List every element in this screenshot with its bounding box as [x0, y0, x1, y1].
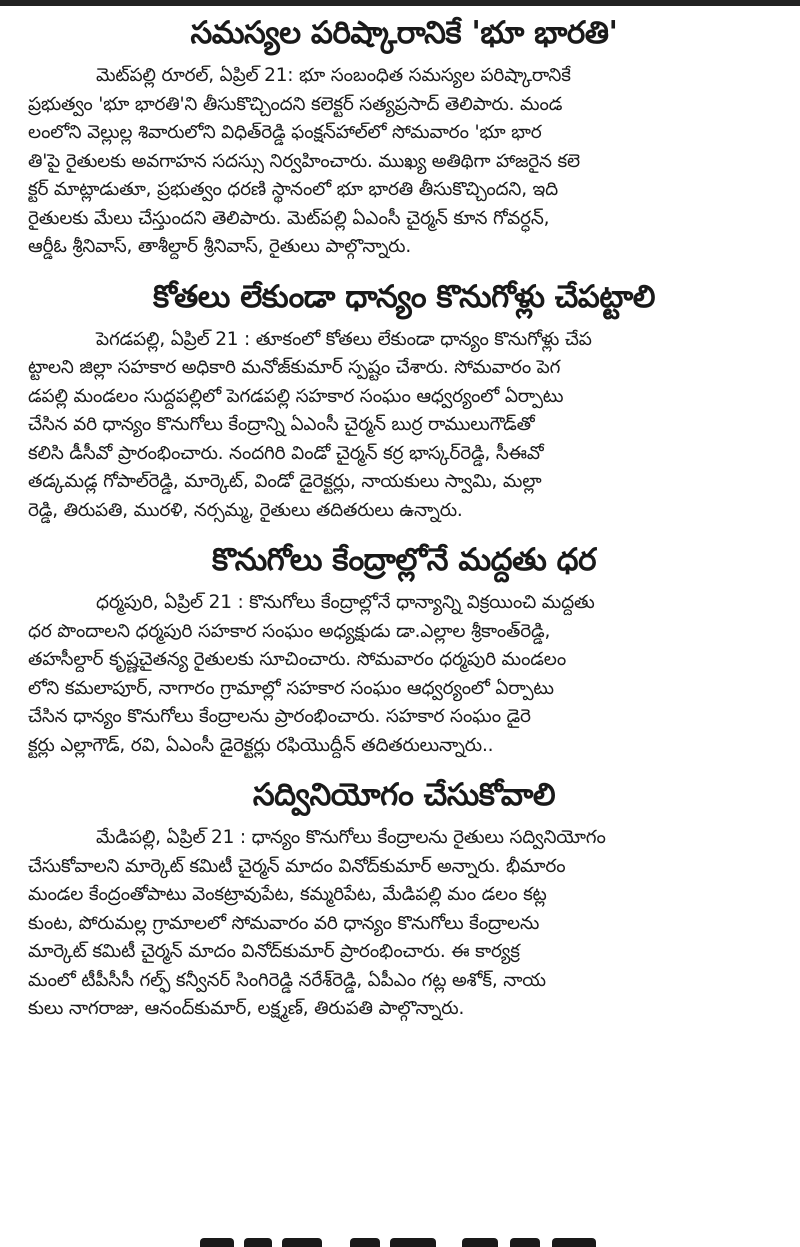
article-make-good-use — [28, 774, 780, 1024]
article-body-line: రైతులకు మేలు చేస్తుందని తెలిపారు. మెట్‌పల్లి ఏఎంసీ చైర్మన్‌ కూన గోవర్ధన్‌, — [28, 207, 550, 229]
article-headline: సమస్యల పరిష్కారానికే 'భూ భారతి' — [190, 15, 618, 51]
article-body-line: లోని కమలాపూర్‌, నాగారం గ్రామాల్లో సహకార సంఘం ఆధ్వర్యంలో ఏర్పాటు — [28, 677, 554, 699]
cut-off-next-headline — [200, 1234, 620, 1247]
article-body-line: మార్కెట్‌ కమిటీ చైర్మన్‌ మాదం వినోద్‌కుమార్‌ ప్రారంభించారు. ఈ కార్యక్ర — [28, 941, 520, 962]
newspaper-clipping — [28, 6, 780, 1024]
article-body-line: ధర పొందాలని ధర్మపురి సహకార సంఘం అధ్యక్షుడు డా.ఎల్లాల శ్రీకాంత్‌రెడ్డి, — [28, 620, 551, 642]
article-body-line: ప్రభుత్వం 'భూ భారతి'ని తీసుకొచ్చిందని కలెక్టర్‌ సత్యప్రసాద్‌ తెలిపారు. మండ — [28, 93, 563, 115]
article-body-line: లంలోని వెల్లుల్ల శివారులోని విధిత్‌రెడ్డి ఫంక్షన్‌హాల్‌లో సోమవారం 'భూ భార — [28, 122, 542, 143]
article-body-line: మండల కేంద్రంతోపాటు వెంకట్రావుపేట, కమ్మరిపేట, మేడిపల్లి మం డలం కట్ల — [28, 884, 547, 905]
article-body-line: చేసిన వరి ధాన్యం కొనుగోలు కేంద్రాన్ని ఏఎంసీ చైర్మన్‌ బుర్ర రాములుగౌడ్‌తో — [28, 414, 535, 435]
article-body-line: ట్టాలని జిల్లా సహకార అధికారి మనోజ్‌కుమార్‌ స్పష్టం చేశారు. సోమవారం పెగ — [28, 357, 561, 378]
article-body-line: కుంట, పోరుమల్ల గ్రామాలలో సోమవారం వరి ధాన్యం కొనుగోలు కేంద్రాలను — [28, 912, 540, 934]
article-headline: కోతలు లేకుండా ధాన్యం కొనుగోళ్లు చేపట్టాలి — [153, 278, 655, 315]
article-body-line: కలిసి డీసీవో ప్రారంభించారు. నందగిరి విండో చైర్మన్‌ కర్ర భాస్కర్‌రెడ్డి, సీఈవో — [28, 442, 544, 464]
article-body-line: ధర్మపురి, ఏప్రిల్‌ 21 : కొనుగోలు కేంద్రాల్లోనే ధాన్యాన్ని విక్రయించి మద్దతు — [96, 592, 595, 613]
article-body-line: తహసీల్దార్‌ కృష్ణచైతన్య రైతులకు సూచించారు. సోమవారం ధర్మపురి మండలం — [28, 649, 567, 670]
article-body-line: చేసిన ధాన్యం కొనుగోలు కేంద్రాలను ప్రారంభించారు. సహకార సంఘం డైరె — [28, 706, 531, 727]
article-grain-purchase-no-cuts — [28, 276, 780, 526]
article-headline: సద్వినియోగం చేసుకోవాలి — [252, 777, 556, 813]
article-body-line: చేసుకోవాలని మార్కెట్‌ కమిటీ చైర్మన్‌ మాదం వినోద్‌కుమార్‌ అన్నారు. భీమారం — [28, 855, 566, 877]
article-body-line: తి'పై రైతులకు అవగాహన సదస్సు నిర్వహించారు. ముఖ్య అతిథిగా హాజరైన కలె — [28, 150, 580, 172]
article-body-line: రెడ్డి, తిరుపతి, మురళి, నర్సమ్మ, రైతులు తదితరులు ఉన్నారు. — [28, 499, 463, 521]
article-support-price — [28, 539, 780, 760]
article-body-line: ఆర్డీఓ శ్రీనివాస్‌, తాశీల్దార్‌ శ్రీనివాస్‌, రైతులు పాల్గొన్నారు. — [28, 236, 412, 257]
article-body-line: మెట్‌పల్లి రూరల్‌, ఏప్రిల్‌ 21: భూ సంబంధిత సమస్యల పరిష్కారానికే — [96, 65, 571, 86]
article-headline: కొనుగోలు కేంద్రాల్లోనే మద్దతు ధర — [212, 542, 596, 578]
article-body-line: మేడిపల్లి, ఏప్రిల్‌ 21 : ధాన్యం కొనుగోలు కేంద్రాలను రైతులు సద్వినియోగం — [96, 827, 606, 848]
article-body-line: డపల్లి మండలం సుద్దపల్లిలో పెగడపల్లి సహకార సంఘం ఆధ్వర్యంలో ఏర్పాటు — [28, 385, 564, 407]
article-body-line: తడ్కమడ్ల గోపాల్‌రెడ్డి, మార్కెట్‌, విండో డైరెక్టర్లు, నాయకులు స్వామి, మల్లా — [28, 471, 542, 492]
article-body-line: క్టర్‌ మాట్లాడుతూ, ప్రభుత్వం ధరణి స్థానంలో భూ భారతి తీసుకొచ్చిందని, ఇది — [28, 179, 558, 200]
article-bhu-bharati — [28, 12, 780, 262]
article-body-line: పెగడపల్లి, ఏప్రిల్‌ 21 : తూకంలో కోతలు లేకుండా ధాన్యం కొనుగోళ్లు చేప — [96, 328, 592, 350]
article-body-line: కులు నాగరాజు, ఆనంద్‌కుమార్‌, లక్ష్మణ్‌, తిరుపతి పాల్గొన్నారు. — [28, 998, 465, 1019]
article-body-line: మంలో టీపీసీసీ గల్ఫ్‌ కన్వీనర్‌ సింగిరెడ్డి నరేశ్‌రెడ్డి, ఏపీఎం గట్ల అశోక్‌, నాయ — [28, 969, 546, 991]
article-body-line: క్టర్లు ఎల్లాగౌడ్‌, రవి, ఏఎంసీ డైరెక్టర్లు రఫియొద్దీన్‌ తదితరులున్నారు.. — [28, 734, 494, 756]
